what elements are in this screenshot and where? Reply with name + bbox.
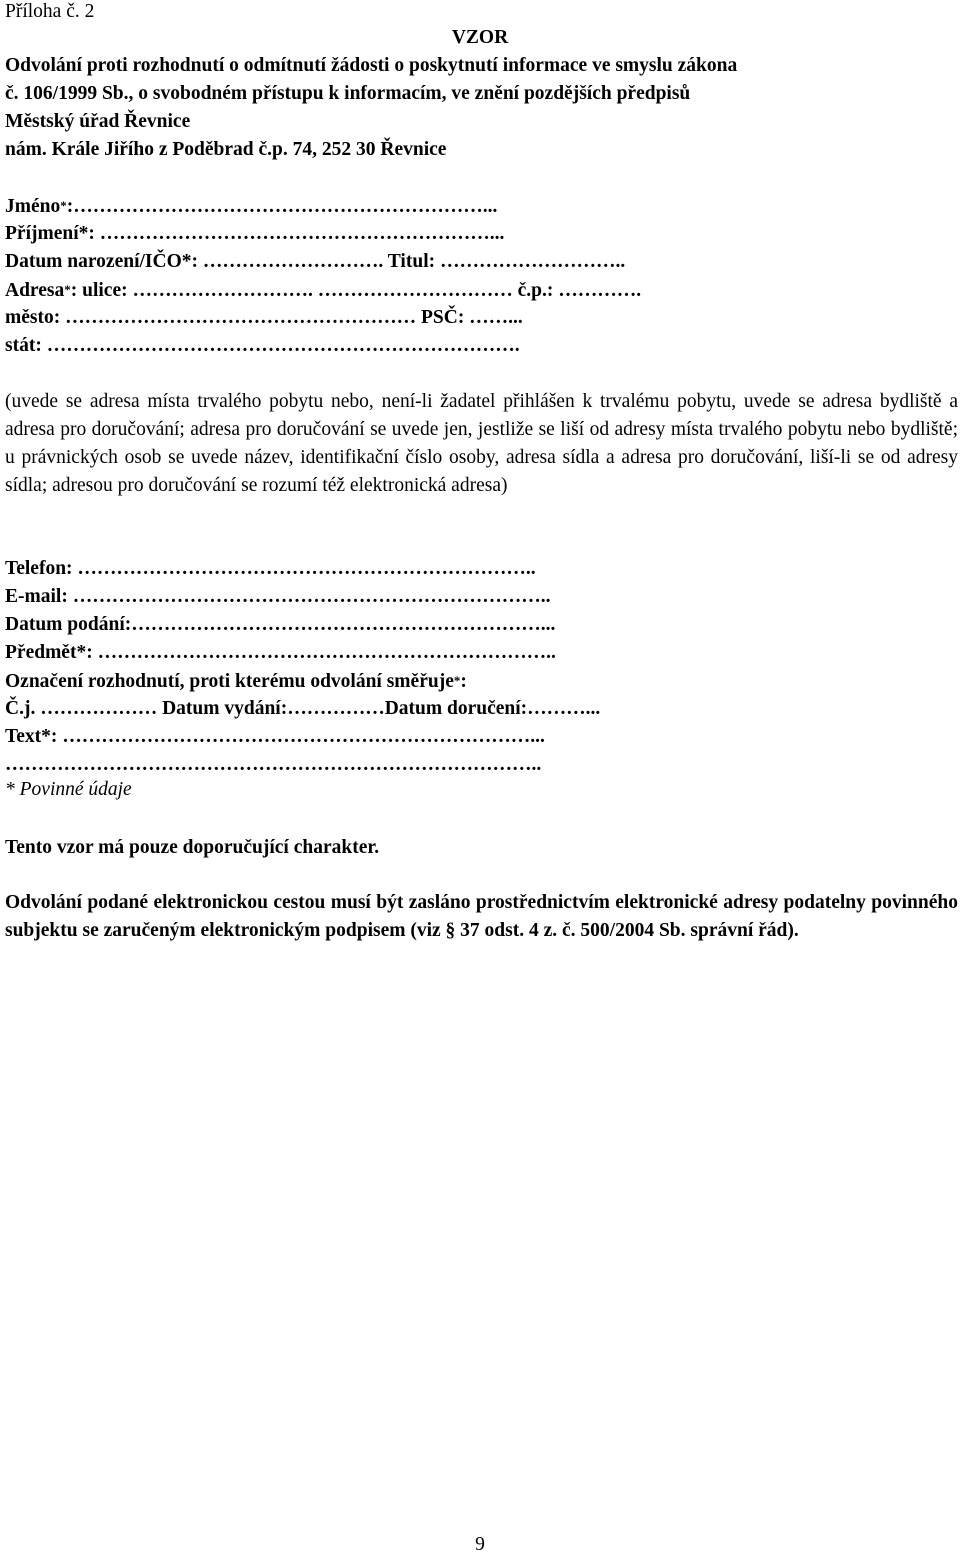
oznaceni-heading [5, 667, 958, 695]
title-line-1: Odvolání proti rozhodnutí o odmítnutí žádosti o poskytnutí informace ve smyslu zákona [5, 55, 738, 76]
vzor-heading: VZOR [451, 27, 509, 48]
datum-podani-field: Datum podání:………………………………………………………... [5, 614, 556, 635]
office-name: Městský úřad Řevnice [5, 111, 191, 132]
cj-field: Č.j. ……………… Datum vydání:……………Datum doručení:………... [5, 698, 601, 719]
jmeno-label: Jméno [5, 196, 61, 217]
title-line-2: č. 106/1999 Sb., o svobodném přístupu k informacím, ve znění pozdějších předpisů [5, 83, 691, 104]
prijmeni-field: Příjmení*: ……………………………………………………... [5, 223, 505, 244]
address-note: (uvede se adresa místa trvalého pobytu nebo, není-li žadatel přihlášen k trvalému pobytu, uvede se adresa bydliště a adresa pro doručování; adresa pro doručování se uvede jen, jestliže se liší od adresy místa trvalého pobytu nebo bydliště; u právnických osob se uvede název, identifikační číslo osoby, adresa sídla a adresa pro doručování, liší-li se od adresy sídla; adresou pro doručování se rozumí též elektronická adresa) [5, 391, 958, 496]
mesto-field: město: ……………………………………………… PSČ: ……... [5, 307, 523, 328]
electronic-note: Odvolání podané elektronickou cestou musí být zasláno prostřednictvím elektronické adresy podatelny povinného subjektu se zaručeným elektronickým podpisem (viz § 37 odst. 4 z. č. 500/2004 Sb. správní řád). [5, 892, 958, 941]
required-asterisk: * [64, 282, 71, 297]
oznaceni-label: Označení rozhodnutí, proti kterému odvolání směřuje [5, 671, 454, 692]
office-address: nám. Krále Jiřího z Poděbrad č.p. 74, 252 30 Řevnice [5, 139, 447, 160]
page-number: 9 [475, 1534, 485, 1555]
jmeno-field [5, 192, 958, 220]
jmeno-dots: :………………………………………………………... [66, 196, 498, 217]
adresa-field [5, 276, 958, 304]
text-field: Text*: ………………………………………………………………... [5, 726, 545, 747]
required-note: * Povinné údaje [5, 779, 132, 800]
stat-field: stát: ………………………………………………………………. [5, 335, 520, 356]
adresa-rest: : ulice: ………………………. ………………………… č.p.: …………. [70, 280, 642, 301]
recommend-note: Tento vzor má pouze doporučující charakter. [5, 837, 380, 858]
required-asterisk: * [453, 673, 461, 688]
required-asterisk: * [60, 198, 67, 213]
text-continuation: ……………………………………………………………………….. [5, 754, 542, 775]
datum-narozeni-field: Datum narození/IČO*: ………………………. Titul: ……………………….. [5, 251, 626, 272]
predmet-field: Předmět*: …………………………………………………………….. [5, 642, 556, 663]
adresa-label: Adresa [5, 280, 65, 301]
telefon-field: Telefon: …………………………………………………………….. [5, 558, 536, 579]
email-field: E-mail: ……………………………………………………………….. [5, 586, 551, 607]
oznaceni-colon: : [460, 671, 467, 692]
annex-label: Příloha č. 2 [5, 1, 95, 22]
